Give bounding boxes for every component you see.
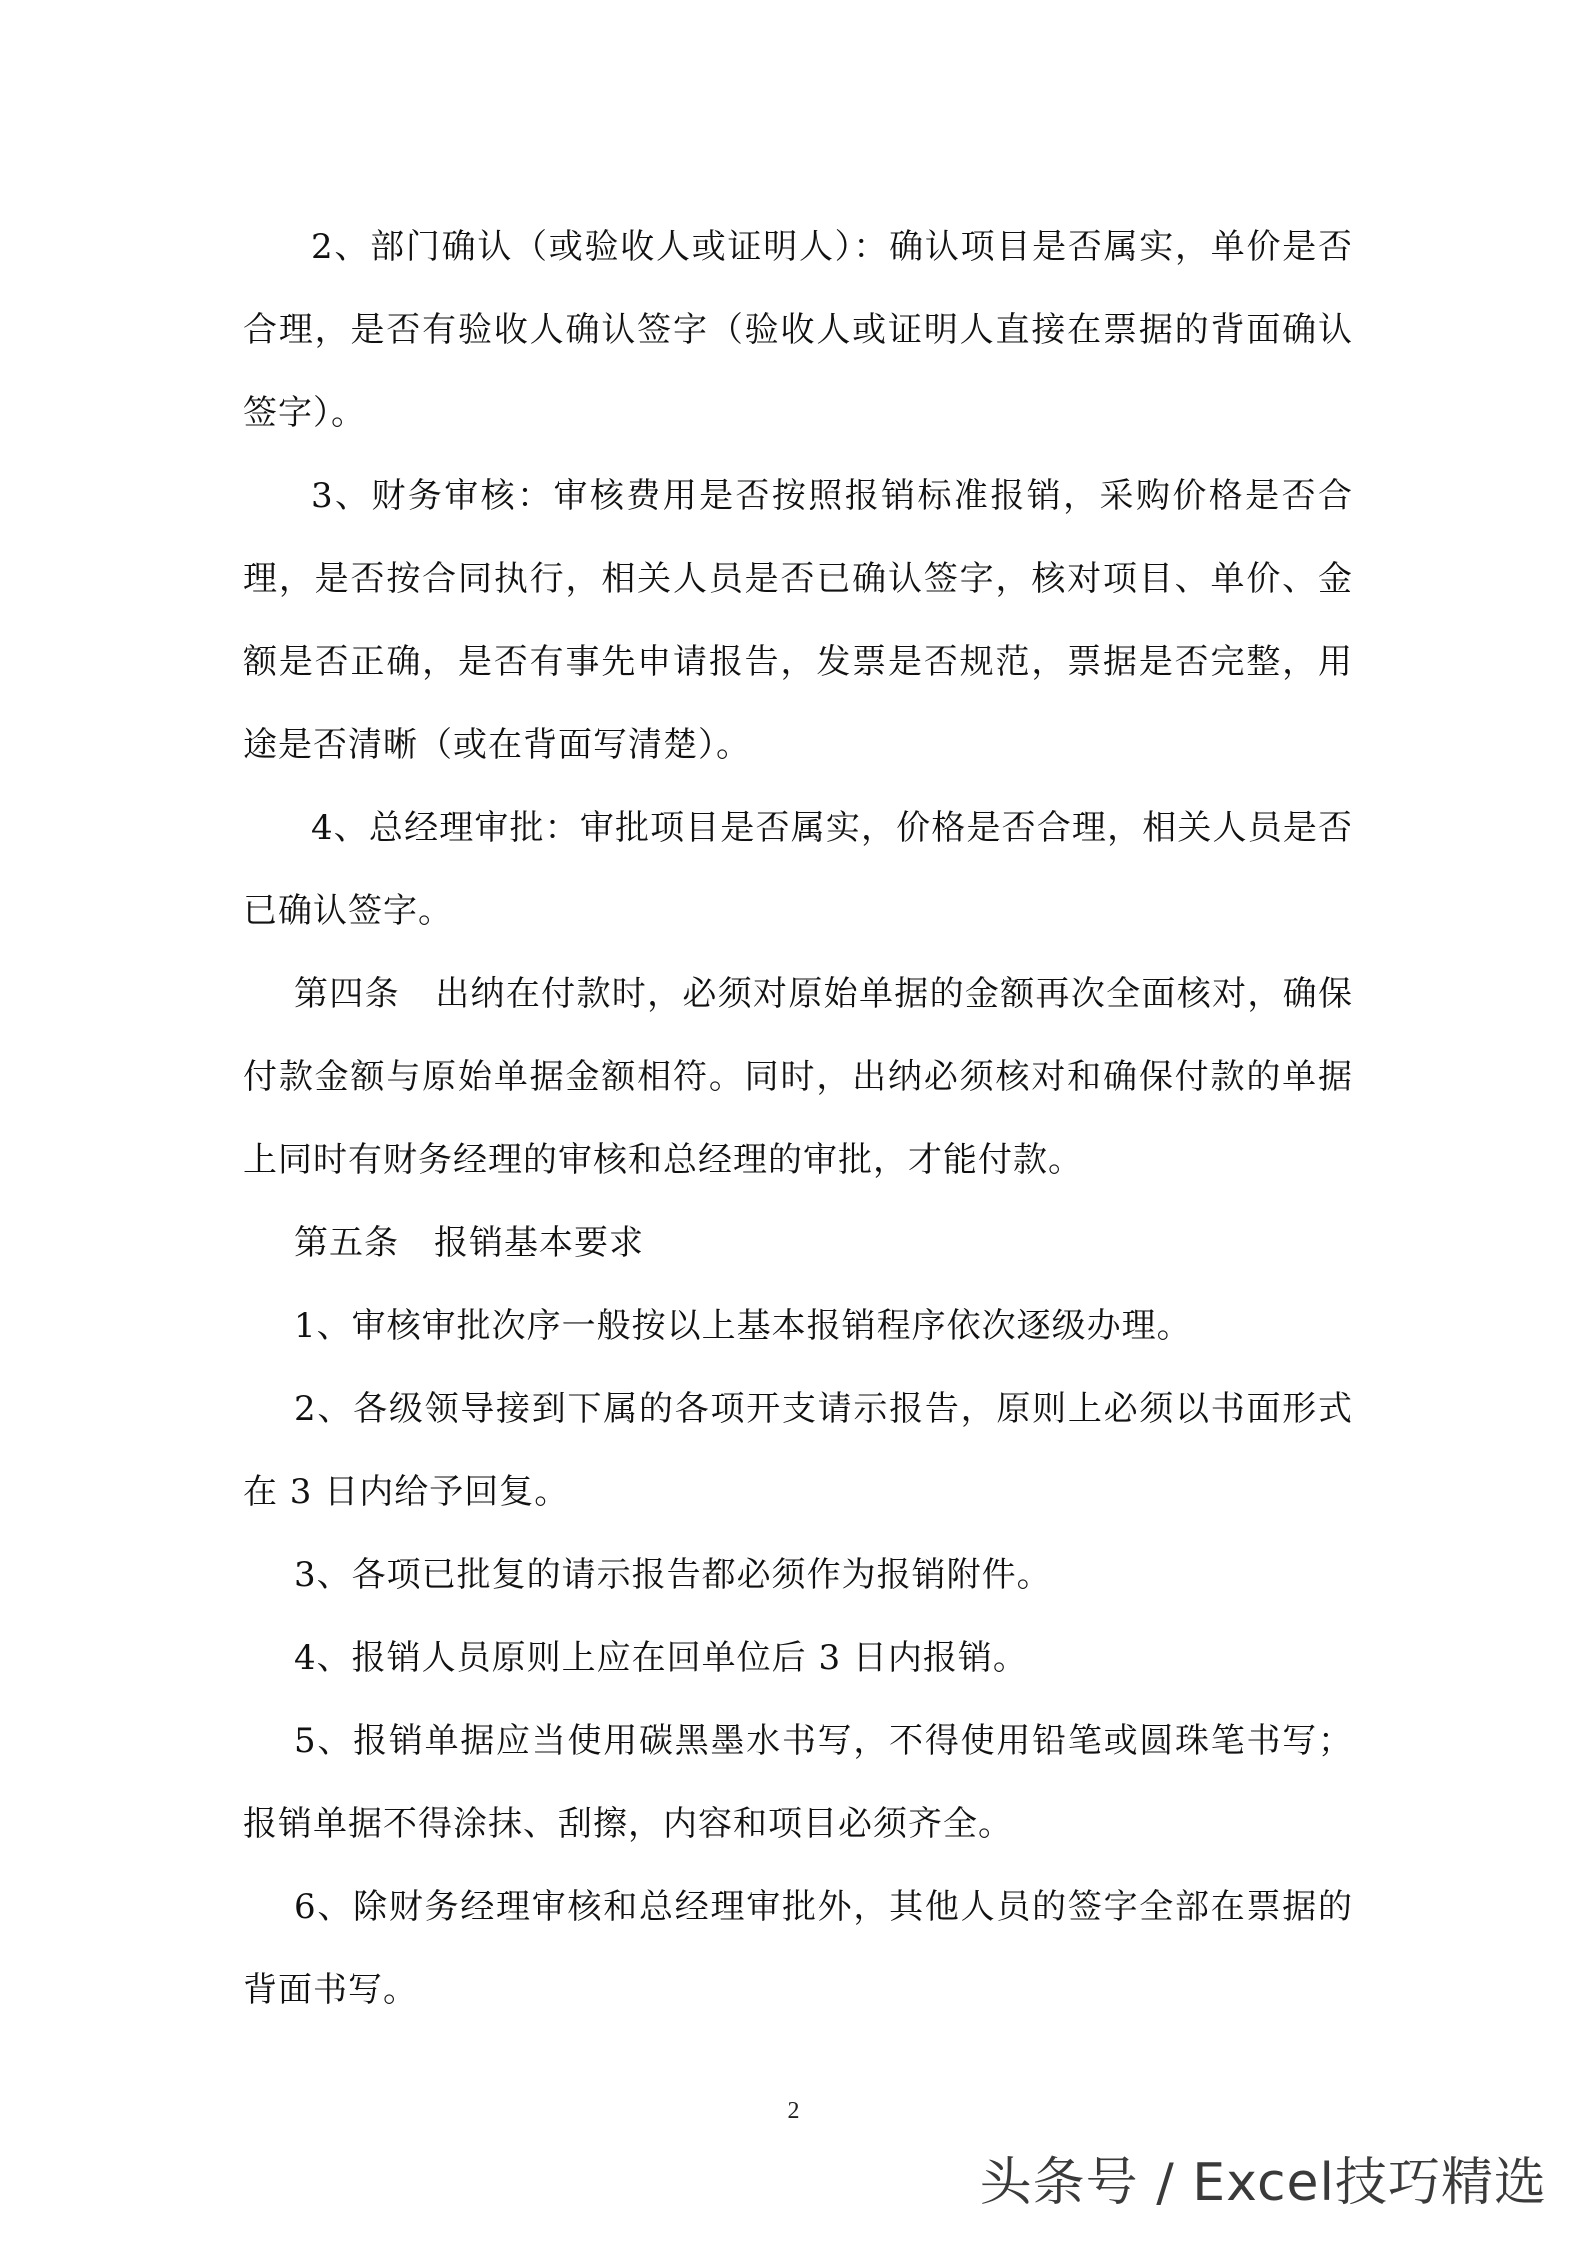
paragraph-requirement-5: 5、报销单据应当使用碳黑墨水书写，不得使用铅笔或圆珠笔书写；报销单据不得涂抹、刮擦，内容和项目必须齐全。 <box>243 1721 1353 1844</box>
paragraph-requirement-4: 4、报销人员原则上应在回单位后 3 日内报销。 <box>294 1638 1028 1678</box>
paragraph-department-confirm: 2、部门确认（或验收人或证明人）：确认项目是否属实，单价是否合理，是否有验收人确认签字（验收人或证明人直接在票据的背面确认签字）。 <box>243 227 1353 433</box>
paragraph-article-4: 第四条 出纳在付款时，必须对原始单据的金额再次全面核对，确保付款金额与原始单据金额相符。同时，出纳必须核对和确保付款的单据上同时有财务经理的审核和总经理的审批，才能付款。 <box>243 974 1353 1180</box>
document-body <box>243 206 1353 2032</box>
paragraph-article-5-heading: 第五条 报销基本要求 <box>294 1223 644 1263</box>
paragraph-gm-approval: 4、总经理审批：审批项目是否属实，价格是否合理，相关人员是否已确认签字。 <box>243 808 1353 931</box>
page-number: 2 <box>787 2098 800 2124</box>
paragraph-requirement-1: 1、审核审批次序一般按以上基本报销程序依次逐级办理。 <box>294 1306 1192 1346</box>
paragraph-finance-review: 3、财务审核：审核费用是否按照报销标准报销，采购价格是否合理，是否按合同执行，相关人员是否已确认签字，核对项目、单价、金额是否正确，是否有事先申请报告，发票是否规范，票据是否完整，用途是否清晰（或在背面写清楚）。 <box>243 476 1353 765</box>
paragraph-requirement-6: 6、除财务经理审核和总经理审批外，其他人员的签字全部在票据的背面书写。 <box>243 1887 1353 2010</box>
paragraph-requirement-3: 3、各项已批复的请示报告都必须作为报销附件。 <box>294 1555 1052 1595</box>
paragraph-requirement-2: 2、各级领导接到下属的各项开支请示报告，原则上必须以书面形式在 3 日内给予回复。 <box>243 1389 1353 1512</box>
source-watermark: 头条号 / Excel技巧精选 <box>979 2153 1547 2213</box>
